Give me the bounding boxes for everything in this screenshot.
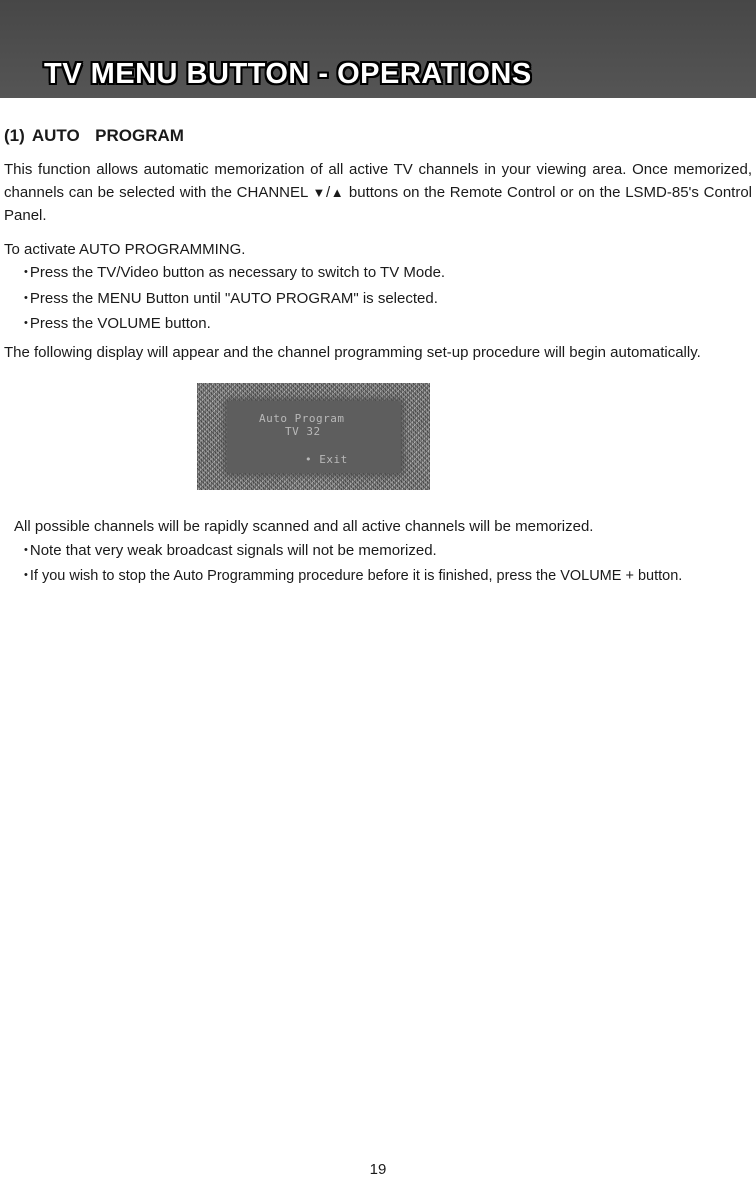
bullet-icon: •	[24, 291, 28, 304]
steps-list	[24, 261, 445, 338]
list-item	[24, 287, 445, 313]
section-heading: (1) AUTO PROGRAM	[4, 126, 184, 145]
volume-plus-icon: +	[625, 567, 634, 584]
list-item	[24, 312, 445, 338]
osd-panel	[227, 401, 401, 473]
page-number: 19	[369, 1161, 387, 1178]
notes-list	[24, 539, 682, 589]
intro-paragraph	[4, 158, 752, 227]
header-bar	[0, 0, 756, 98]
tv-screen-image	[197, 383, 430, 490]
osd-channel: TV 32	[285, 425, 321, 438]
activate-label: To activate AUTO PROGRAMMING.	[4, 241, 246, 258]
intro-text-2: buttons on the Remote Control or on the LSMD-85's Control Panel.	[4, 184, 753, 224]
list-item	[24, 565, 682, 590]
after-text: All possible channels will be rapidly scanned and all active channels will be memorized.	[14, 518, 594, 535]
intro-text-1: This function allows automatic memorization of all active TV channels in your viewing area. Once memorized, channels can be selected with the CHANNEL	[4, 161, 752, 201]
list-item	[24, 539, 682, 565]
channel-separator: /	[325, 184, 331, 201]
note-text: If you wish to stop the Auto Programming procedure before it is finished, press the VOLUME	[29, 567, 622, 584]
following-text: The following display will appear and the channel programming set-up procedure will begin automatically.	[4, 344, 701, 361]
osd-title: Auto Program	[259, 412, 345, 425]
note-text: Note that very weak broadcast signals will not be memorized.	[29, 542, 437, 559]
osd-exit: • Exit	[305, 453, 348, 466]
list-item	[24, 261, 445, 287]
bullet-icon: •	[24, 568, 28, 581]
bullet-icon: •	[24, 317, 28, 329]
channel-down-icon: ▼	[312, 185, 326, 200]
step-text: Press the TV/Video button as necessary to switch to TV Mode.	[29, 264, 446, 281]
step-text: Press the VOLUME button.	[29, 315, 211, 332]
note-tail: button.	[633, 567, 683, 584]
bullet-icon: •	[24, 544, 28, 556]
channel-up-icon: ▲	[330, 185, 345, 200]
page-title: TV MENU BUTTON - OPERATIONS	[44, 58, 532, 90]
bullet-icon: •	[24, 266, 28, 278]
step-text: Press the MENU Button until "AUTO PROGRAM" is selected.	[29, 289, 438, 307]
